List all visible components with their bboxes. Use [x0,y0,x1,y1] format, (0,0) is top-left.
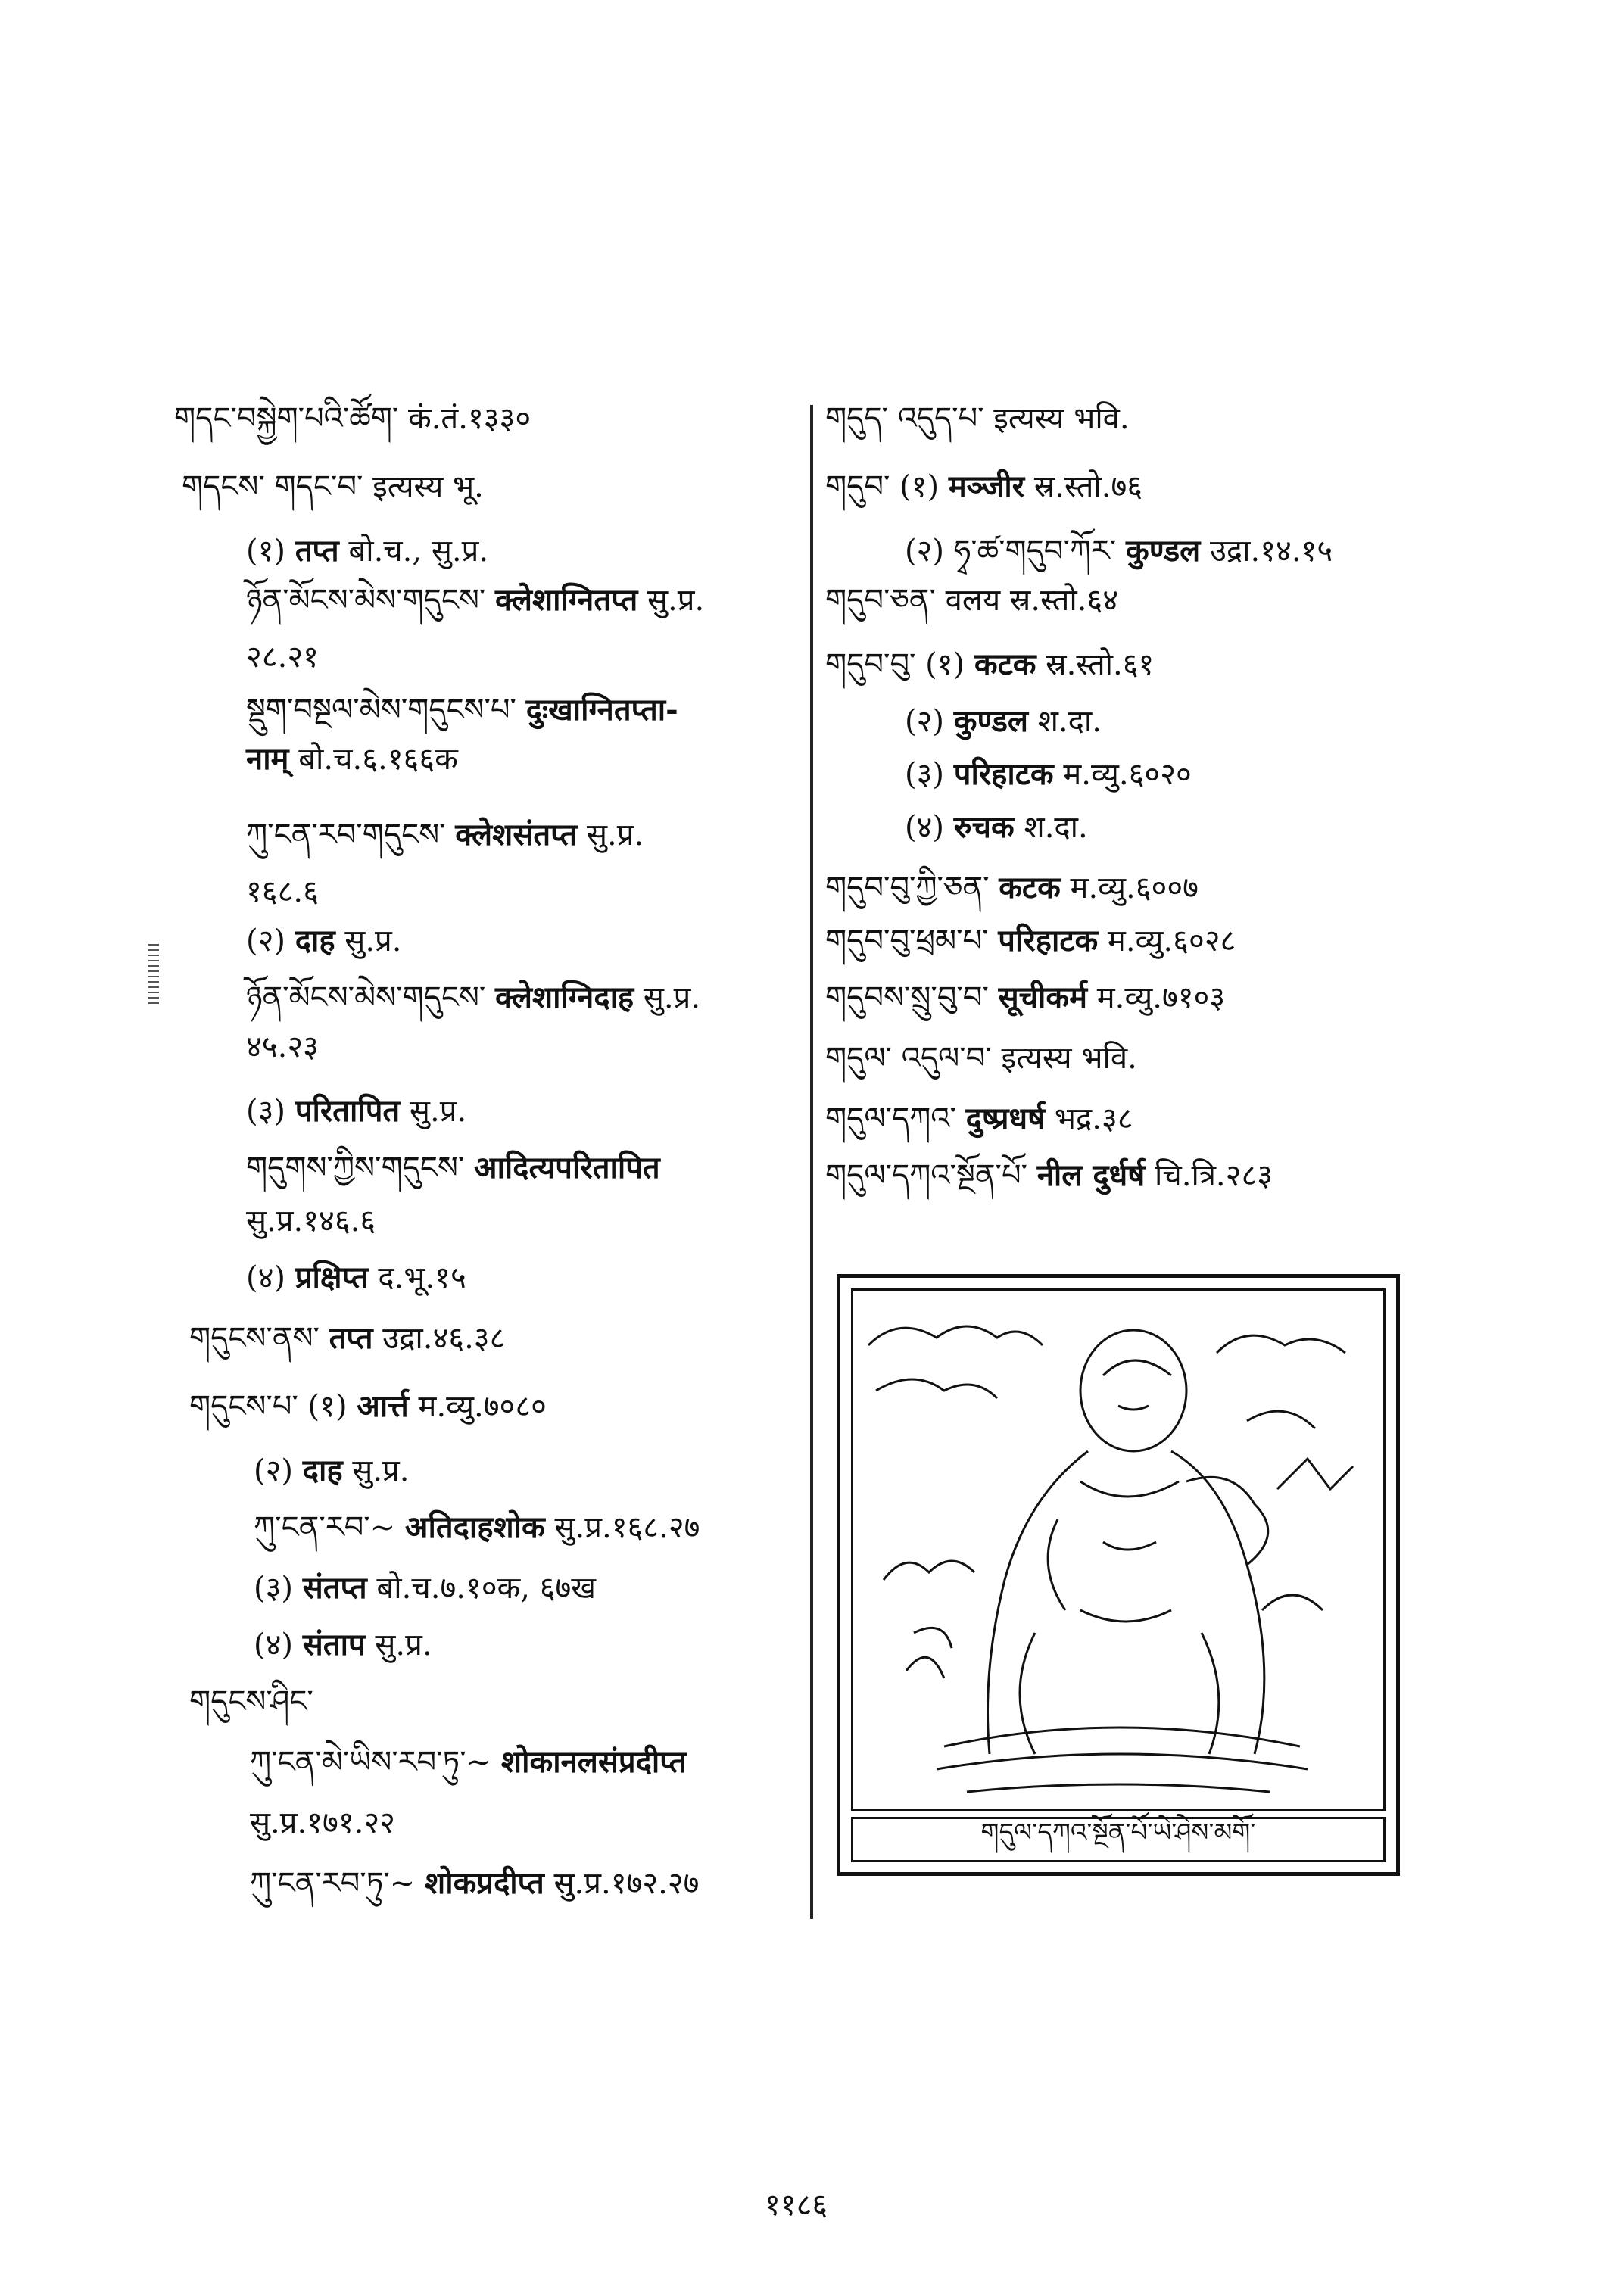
entry-reference: १६८.६ [246,874,319,909]
entry-sanskrit: शोकानलसंप्रदीप्त [500,1744,687,1780]
entry-line [825,1154,1273,1197]
illustration-figure [837,1274,1400,1876]
entry-reference: सु.प्र. [637,583,705,618]
entry-reference: कं.तं.१३३० [408,401,531,436]
entry-line [254,1450,410,1492]
entry-sanskrit: तप्त [329,1320,373,1356]
entry-headword: (४) [246,1260,295,1295]
entry-reference: बो.च., सु.प्र. [338,534,489,569]
entry-reference: इत्यस्य भू. [372,469,484,504]
entry-headword: སྡུག་བསྔལ་མེས་གདུངས་པ་ [246,693,526,727]
entry-reference: सु.प्र. [342,1453,410,1488]
entry-sanskrit: संतप्त [302,1570,367,1606]
entry-reference: वलय स्र.स्तो.६४ [945,583,1119,618]
entry-sanskrit: क्लेशाग्निदाह [495,980,634,1015]
entry-line [246,1200,376,1242]
entry-headword: གདུངས་ནས་ [189,1321,329,1356]
entry-reference: बो.च.७.१०क, ६७ख [366,1571,597,1606]
entry-sanskrit: रुचक [953,809,1015,845]
entry-headword: (२) ཧྭ་ཚ་གདུབ་ཀོར་ [905,534,1127,569]
deity-drawing [853,1291,1383,1809]
entry-headword: གདུབ་བུ་ཕྲམ་པ་ [825,924,999,958]
margin-mark [148,944,159,1005]
entry-sanskrit: नील दुर्धर्ष [1036,1157,1146,1193]
entry-headword: (१) [246,534,295,569]
entry-sanskrit: आदित्यपरितापित [473,1150,660,1185]
entry-sanskrit: परिहाटक [953,756,1054,792]
entry-sanskrit: नाम् [246,741,289,777]
entry-line [250,1741,686,1784]
entry-line [825,397,1130,440]
entry-line [254,1506,700,1549]
entry-headword: ཀུ་ངན་མེ་ཡིས་རབ་ཏུ་~ [250,1745,501,1780]
entry-reference: श.दा. [1027,704,1102,739]
entry-reference: म.व्यु.६०२० [1053,757,1192,792]
entry-line [246,579,704,622]
entry-headword: (४) [254,1628,303,1662]
entry-line [905,753,1192,796]
entry-headword: (३) [246,1094,295,1129]
entry-headword: (२) [905,704,954,739]
deity-illustration [851,1288,1386,1811]
entry-headword: གདུབ་ཅན་ [825,583,946,618]
entry-sanskrit: दुष्प्रधर्ष [965,1101,1046,1136]
entry-line [250,1862,699,1905]
entry-reference: सु.प्र.१६८.२७ [544,1510,700,1545]
entry-sanskrit: दुःखाग्नितप्ता- [525,692,678,727]
entry-sanskrit: आर्त्त [357,1388,409,1424]
entry-sanskrit: कटक [974,646,1036,682]
entry-reference: सु.प्र. [365,1628,432,1662]
entry-line [189,1385,547,1428]
entry-line [189,1681,313,1723]
entry-line [182,466,484,508]
entry-line [905,530,1333,572]
entry-reference: सु.प्र.१४६.६ [246,1204,376,1238]
entry-reference: सु.प्र.१७२.२७ [544,1866,700,1901]
entry-reference: इत्यस्य भवि. [993,401,1130,436]
entry-headword: གདུལ་དཀའ་སྔོན་པོ་ [825,1158,1037,1193]
entry-headword: ཀུ་ངན་རབ་~ [254,1510,405,1545]
entry-reference: स्र.स्तो.७६ [1024,469,1143,504]
entry-line [825,643,1154,686]
entry-sanskrit: क्लेशसंतप्त [455,817,578,852]
entry-headword: (२) [254,1453,303,1488]
entry-reference: सु.प्र. [577,818,644,852]
entry-line [246,1257,466,1299]
entry-sanskrit: प्रक्षिप्त [295,1260,369,1295]
entry-sanskrit: कुण्डल [953,703,1028,739]
entry-sanskrit: संताप [302,1627,366,1662]
entry-line [246,1090,466,1132]
entry-line [250,1802,395,1844]
entry-sanskrit: क्लेशाग्नितप्त [495,582,638,618]
entry-line [189,1317,505,1360]
entry-reference: म.व्यु.६००७ [1060,871,1199,905]
entry-reference: भद्र.३८ [1045,1101,1133,1136]
entry-reference: सु.प्र. [634,980,701,1015]
entry-headword: གདུབ་བུ་ (१) [825,647,974,682]
entry-reference: बो.च.६.१६६क [288,742,458,777]
entry-sanskrit: कटक [999,870,1061,905]
entry-reference: उद्रा.४६.३८ [372,1321,506,1356]
entry-headword: གདུགས་ཀྱིས་གདུངས་ [246,1151,474,1185]
entry-headword: (२) [246,924,295,958]
entry-headword: གདང་བསྐྱེག་པའི་ཚོག་ [174,401,408,436]
entry-line [254,1624,432,1666]
entry-sanskrit: मञ्जीर [948,469,1025,504]
entry-line [825,1098,1133,1140]
entry-sanskrit: तप्त [295,533,339,569]
entry-reference: इत्यस्य भवि. [1001,1041,1137,1076]
entry-line [905,806,1088,849]
entry-headword: (३) [905,757,954,792]
entry-sanskrit: कुण्डल [1126,533,1201,569]
entry-line [174,397,531,440]
entry-line [825,579,1118,622]
figure-caption: གདུལ་དཀའ་སྔོན་པོ་ཡེ་ཤེས་མགོ་ [851,1817,1386,1862]
entry-line [825,867,1199,909]
entry-reference: द.भू.१५ [368,1260,466,1295]
entry-headword: གདུངས་པ་ (१) [189,1389,357,1424]
entry-reference: म.व्यु.७१०३ [1087,980,1226,1015]
entry-reference: श.दा. [1014,810,1088,845]
entry-sanskrit: परितापित [295,1093,401,1129]
entry-line [246,1147,660,1189]
entry-reference: २८.२१ [246,640,319,675]
entry-line [825,977,1225,1019]
entry-headword: (४) [905,810,954,845]
column-divider [810,405,813,1919]
entry-reference: सु.प्र. [400,1094,467,1129]
entry-reference: सु.प्र.१७१.२२ [250,1805,395,1840]
entry-headword: ཉོན་མོངས་མེས་གདུངས་ [246,583,496,618]
entry-sanskrit: दाह [295,923,335,958]
entry-line [246,814,644,856]
entry-line [246,636,319,678]
entry-sanskrit: शोकप्रदीप्त [425,1865,544,1901]
entry-sanskrit: परिहाटक [998,923,1099,958]
entry-headword: ཉོན་མོངས་མེས་གདུངས་ [246,980,496,1015]
entry-sanskrit: अतिदाहशोक [404,1509,545,1545]
entry-reference: चि.त्रि.२८३ [1145,1158,1273,1193]
entry-line [825,466,1142,508]
entry-reference: म.व्यु.७०८० [408,1389,547,1424]
entry-reference: उद्रा.१४.१५ [1200,534,1333,569]
entry-line [246,1026,319,1068]
entry-headword: གདུབ་ (१) [825,469,949,504]
entry-line [254,1567,596,1609]
entry-line [905,700,1102,743]
entry-headword: (३) [254,1571,303,1606]
entry-line [246,689,678,731]
entry-headword: གདུབས་སྲུ་བུ་བ་ [825,980,999,1015]
entry-headword: གདུབ་བུ་ཀྱི་ཅན་ [825,871,999,905]
entry-headword: གདུལ་དཀའ་ [825,1101,966,1136]
entry-sanskrit: दाह [302,1453,343,1488]
entry-headword: གདངས་ གདང་བ་ [182,469,373,504]
entry-line [246,920,402,962]
entry-headword: ཀུ་ངན་རབ་གདུངས་ [246,818,456,852]
entry-reference: सु.प्र. [335,924,402,958]
entry-line [825,1037,1137,1080]
entry-line [246,977,700,1019]
page-number: ११८६ [765,2188,828,2223]
entry-sanskrit: सूचीकर्म [998,980,1088,1015]
entry-headword: ཀུ་ངན་རབ་ཏུ་~ [250,1866,425,1901]
entry-headword: གདུད་ འདུད་པ་ [825,401,994,436]
entry-line [246,871,319,913]
entry-reference: स्र.स्तो.६१ [1036,647,1155,682]
entry-headword: གདུངས་ཤིང་ [189,1684,313,1719]
entry-headword: གདུལ་ འདུལ་བ་ [825,1041,1002,1076]
entry-line [246,530,488,572]
entry-reference: म.व्यु.६०२८ [1098,924,1236,958]
entry-reference: ४५.२३ [246,1030,319,1064]
entry-line [825,920,1236,962]
entry-line [246,738,458,780]
